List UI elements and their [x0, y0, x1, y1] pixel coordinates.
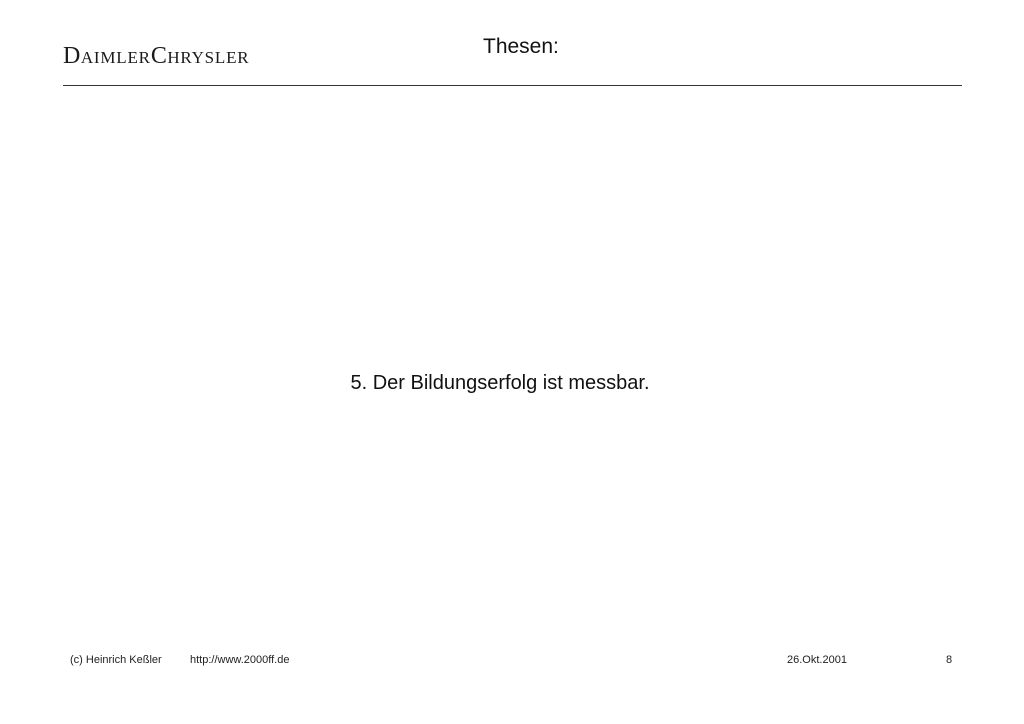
- footer-page-number: 8: [946, 654, 953, 666]
- logo-initial-c: C: [150, 43, 168, 69]
- footer-copyright: (c) Heinrich Keßler: [70, 654, 162, 666]
- slide-title: Thesen:: [483, 35, 559, 58]
- logo-text-aimler: AIMLER: [80, 48, 151, 67]
- footer-date: 26.Okt.2001: [787, 654, 847, 666]
- thesis-text: 5. Der Bildungserfolg ist messbar.: [350, 372, 650, 394]
- header-divider: [63, 85, 962, 86]
- footer-url: http://www.2000ff.de: [190, 654, 290, 666]
- logo-text-hrysler: HRYSLER: [167, 48, 250, 67]
- logo-initial-d: D: [63, 43, 81, 69]
- daimlerchrysler-logo: [63, 44, 249, 68]
